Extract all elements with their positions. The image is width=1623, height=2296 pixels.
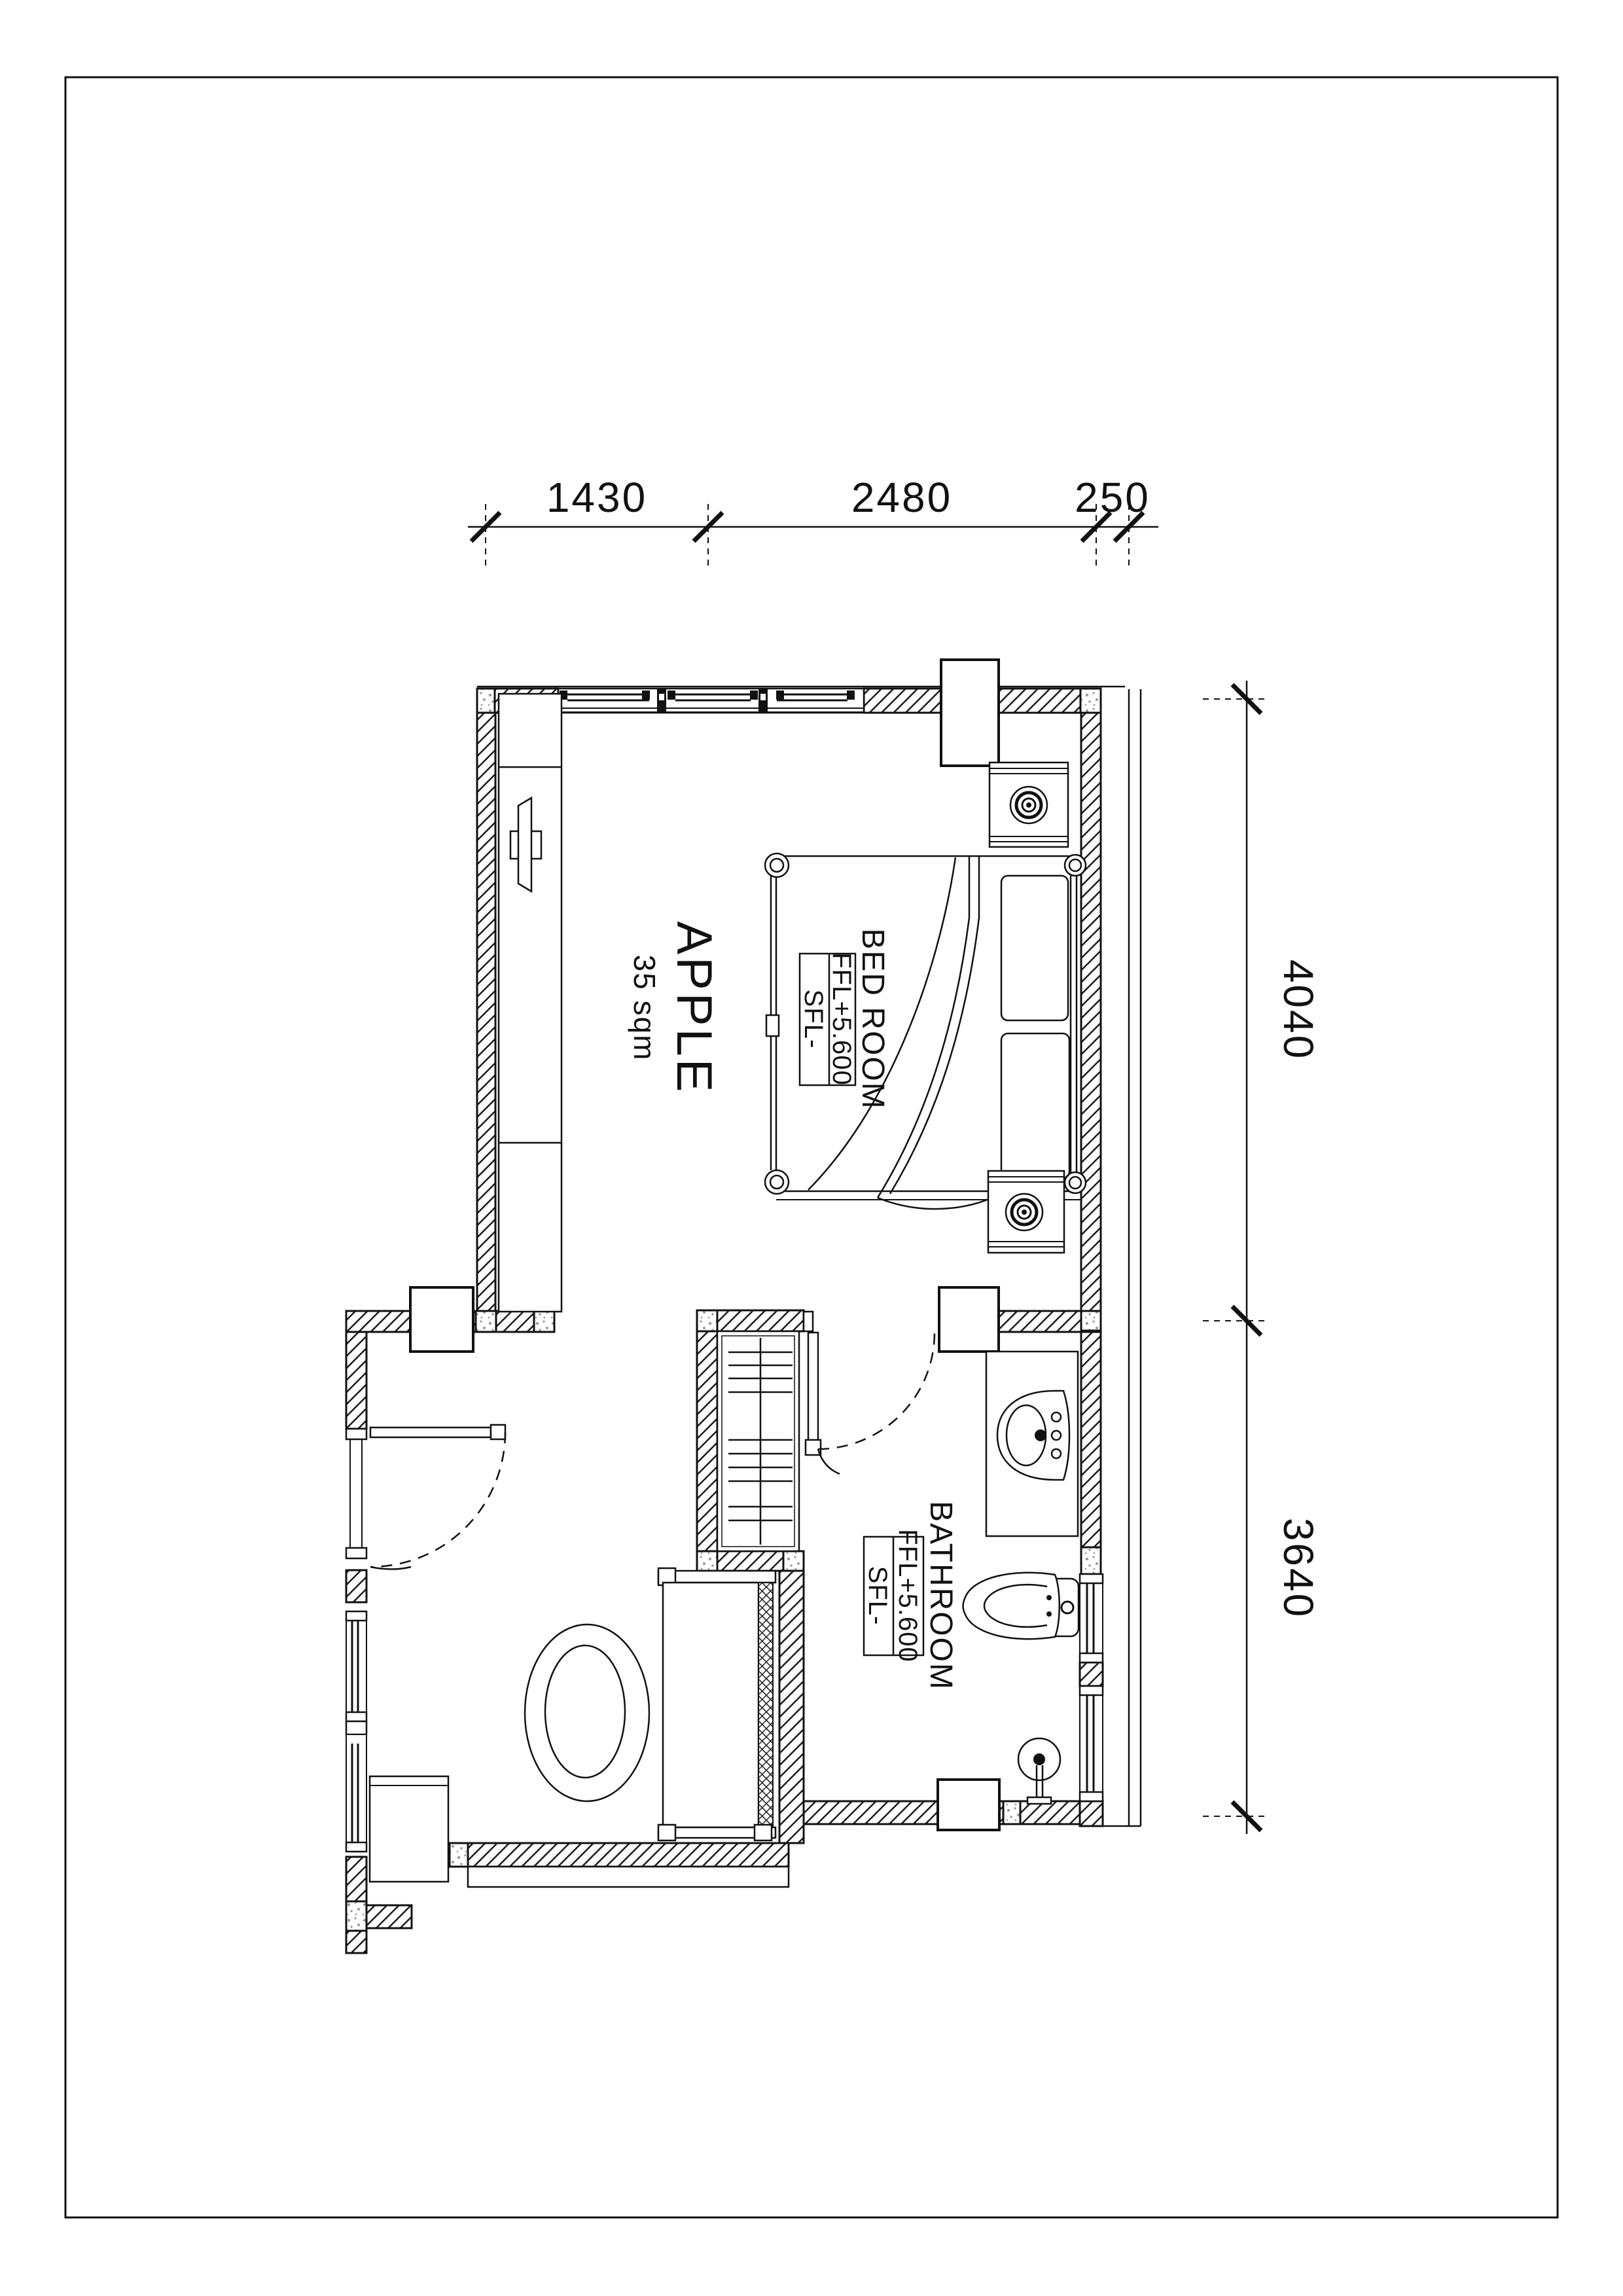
unit-name-label: APPLE — [666, 921, 722, 1095]
dimension-right — [1203, 681, 1264, 1834]
oval-bathtub-icon — [525, 1624, 649, 1801]
bench-cabinet — [370, 1776, 448, 1882]
dim-top-1: 1430 — [546, 474, 648, 521]
sliding-panel — [658, 1568, 776, 1840]
door-swing-icon — [370, 1333, 935, 1570]
wardrobe-icon — [717, 1331, 799, 1551]
bedroom-sfl-label: SFL- — [799, 989, 828, 1049]
page-border — [65, 77, 1558, 2217]
bathroom-label — [863, 1501, 958, 1691]
nightstand-lamp-icon — [988, 1171, 1064, 1253]
bathroom-ffl-label: FFL+5.600 — [893, 1529, 922, 1662]
toilet-icon — [963, 1573, 1079, 1639]
extension-lines — [1203, 699, 1264, 1816]
dim-right-1: 4040 — [1275, 959, 1322, 1061]
unit-area-label: 35 sqm — [628, 954, 662, 1062]
bedroom-name-label: BED ROOM — [855, 928, 890, 1110]
bedroom-label — [799, 928, 890, 1109]
facade-lines — [477, 687, 1141, 1826]
dim-right-2: 3640 — [1275, 1517, 1322, 1619]
floor-faucet-icon — [1018, 1738, 1060, 1804]
dim-top-3: 250 — [1075, 474, 1150, 521]
tv-console-icon — [499, 694, 562, 1312]
bedroom-ffl-label: FFL+5.600 — [827, 952, 856, 1086]
nightstand-lamp-icon — [990, 762, 1068, 847]
dim-top-2: 2480 — [851, 474, 953, 521]
pillow-icon — [1001, 876, 1069, 1178]
sink-vanity-icon — [986, 1352, 1078, 1536]
unit-label — [628, 921, 722, 1094]
bathroom-name-label: BATHROOM — [923, 1501, 958, 1691]
bathroom-sfl-label: SFL- — [863, 1566, 892, 1626]
